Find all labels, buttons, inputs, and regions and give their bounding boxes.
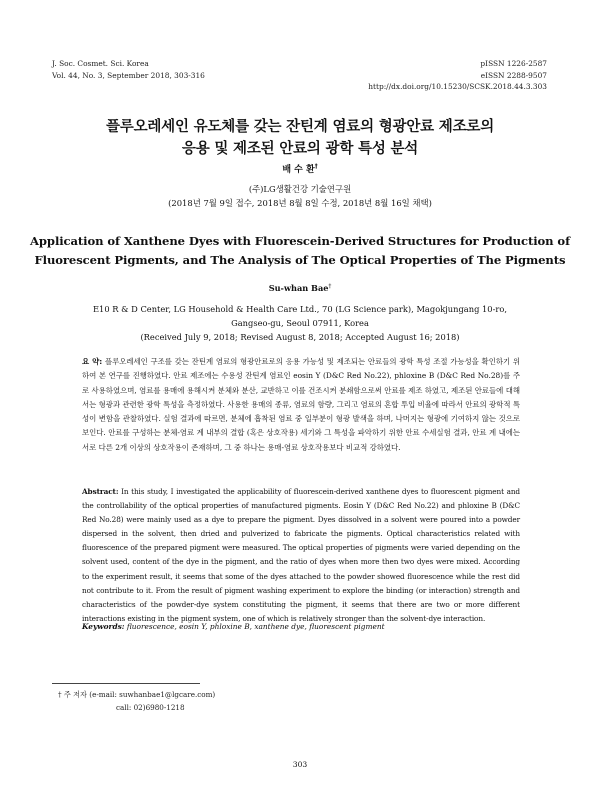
keywords-text: fluorescence, eosin Y, phloxine B, xanthene dye, fluorescent pigment bbox=[124, 622, 385, 631]
korean-affiliation-block bbox=[0, 183, 600, 210]
korean-author-mark: † bbox=[314, 164, 318, 170]
korean-affiliation: (주)LG생활건강 기술연구원 bbox=[248, 184, 352, 194]
korean-title-line-2: 응용 및 제조된 안료의 광학 특성 분석 bbox=[181, 141, 419, 157]
english-author-mark: † bbox=[328, 283, 332, 290]
korean-abstract bbox=[82, 355, 520, 455]
eissn: eISSN 2288-9507 bbox=[480, 70, 547, 80]
footnote-email: † 주 저자 (e-mail: suwhanbae1@lgcare.com) bbox=[58, 690, 216, 699]
english-abstract-text: In this study, I investigated the applicability of fluorescein-derived xanthene dyes to fluorescent pigment and the controllability of the optical properties of manufactured pigments. Eosin Y (D&C Red No.22) and phloxine B (D&C Red No.28) were mainly used as a dye to prepare the pigment. Dyes dissolved in a solvent were poured into a powder dispersed in the solvent, then dried and pulverized to fabricate the pigments. Optical characteristics related with fluorescence of the prepared pigment were measured. The optical properties of pigments were varied depending on the solvent used, content of the dye in the pigment, and the ratio of dyes when more then two dyes were mixed. According to the experiment result, it seems that some of the dyes attached to the powder showed fluorescence while the rest did not contribute to it. From the result of pigment washing experiment to explore the binding (or interaction) strength and characteristics of the powder-dye system constituting the pigment, it seems that there are two or more different interactions existing in the pigment system, one of which is relatively stronger than the solvent-dye interaction. bbox=[82, 487, 520, 623]
english-abstract bbox=[82, 485, 520, 626]
korean-abstract-text: 플루오레세인 구조를 갖는 잔틴계 염료의 형광안료로의 응용 가능성 및 제조되는 안료들의 광학 특성 조절 가능성을 확인하기 위하여 본 연구를 진행하였다. 안료 제조에는 수용성 잔틴계 염료인 eosin Y (D&C Red No.22), phloxine B (D&C Red No.28)를 주로 사용하였으며, 염료를 용매에 용해시켜 분체와 분산, 교반하고 이를 건조시켜 분쇄함으로써 안료를 제조 하였고, 제조된 안료들에 대해서는 형광과 관련한 광학 특성을 측정하였다. 사용한 용매의 종류, 염료의 함량, 그리고 염료의 혼합 투입 비율에 따라서 안료의 광학적 특성이 변함을 관찰하였다. 실험 결과에 따르면, 분체에 흡착된 염료 중 일부분이 형광 발색을 하며, 나머지는 형광에 기여하지 않는 것으로 보인다. 안료를 구성하는 분체-염료 계 내부의 결합 (혹은 상호작용) 세기와 그 특성을 파악하기 위한 안료 수세실험 결과, 안료 계 내에는 서로 다른 2개 이상의 상호작용이 존재하며, 그 중 하나는 용매-염료 상호작용보다 비교적 강하였다. bbox=[82, 357, 520, 452]
english-author-name: Su-whan Bae bbox=[268, 283, 329, 293]
english-affiliation-block bbox=[50, 302, 550, 344]
journal-header-right bbox=[368, 58, 547, 93]
footnote-phone: call: 02)6980-1218 bbox=[116, 702, 185, 712]
journal-name: J. Soc. Cosmet. Sci. Korea bbox=[52, 59, 149, 68]
english-abstract-label: Abstract: bbox=[82, 487, 119, 496]
keywords-label: Keywords: bbox=[82, 622, 125, 631]
korean-abstract-label: 요 약: bbox=[82, 357, 103, 366]
korean-title bbox=[40, 116, 560, 160]
keywords bbox=[82, 621, 520, 633]
pissn: pISSN 1226-2587 bbox=[480, 59, 547, 68]
english-title bbox=[30, 232, 570, 269]
volume-info: Vol. 44, No. 3, September 2018, 303-316 bbox=[52, 70, 205, 80]
english-author bbox=[0, 283, 600, 293]
korean-dates: (2018년 7월 9일 접수, 2018년 8월 8일 수정, 2018년 8월 16일 채택) bbox=[168, 197, 432, 208]
english-title-line-2: Fluorescent Pigments, and The Analysis of The Optical Properties of The Pigments bbox=[34, 252, 566, 267]
korean-author-name: 배 수 환 bbox=[282, 165, 315, 175]
footnote-divider bbox=[52, 683, 200, 684]
doi-link[interactable]: http://dx.doi.org/10.15230/SCSK.2018.44.3.303 bbox=[368, 82, 547, 91]
english-title-line-1: Application of Xanthene Dyes with Fluorescein-Derived Structures for Production of bbox=[30, 234, 570, 248]
page-number: 303 bbox=[292, 760, 308, 769]
footnote bbox=[58, 689, 215, 714]
journal-header-left bbox=[52, 58, 205, 81]
korean-title-line-1: 플루오레세인 유도체를 갖는 잔틴계 염료의 형광안료 제조로의 bbox=[105, 119, 495, 135]
korean-author bbox=[0, 162, 600, 175]
english-dates: (Received July 9, 2018; Revised August 8, 2018; Accepted August 16; 2018) bbox=[140, 332, 460, 342]
english-affiliation-line-2: Gangseo-gu, Seoul 07911, Korea bbox=[231, 318, 369, 328]
english-affiliation-line-1: E10 R & D Center, LG Household & Health Care Ltd., 70 (LG Science park), Magokjungang 10-ro, bbox=[93, 304, 507, 314]
